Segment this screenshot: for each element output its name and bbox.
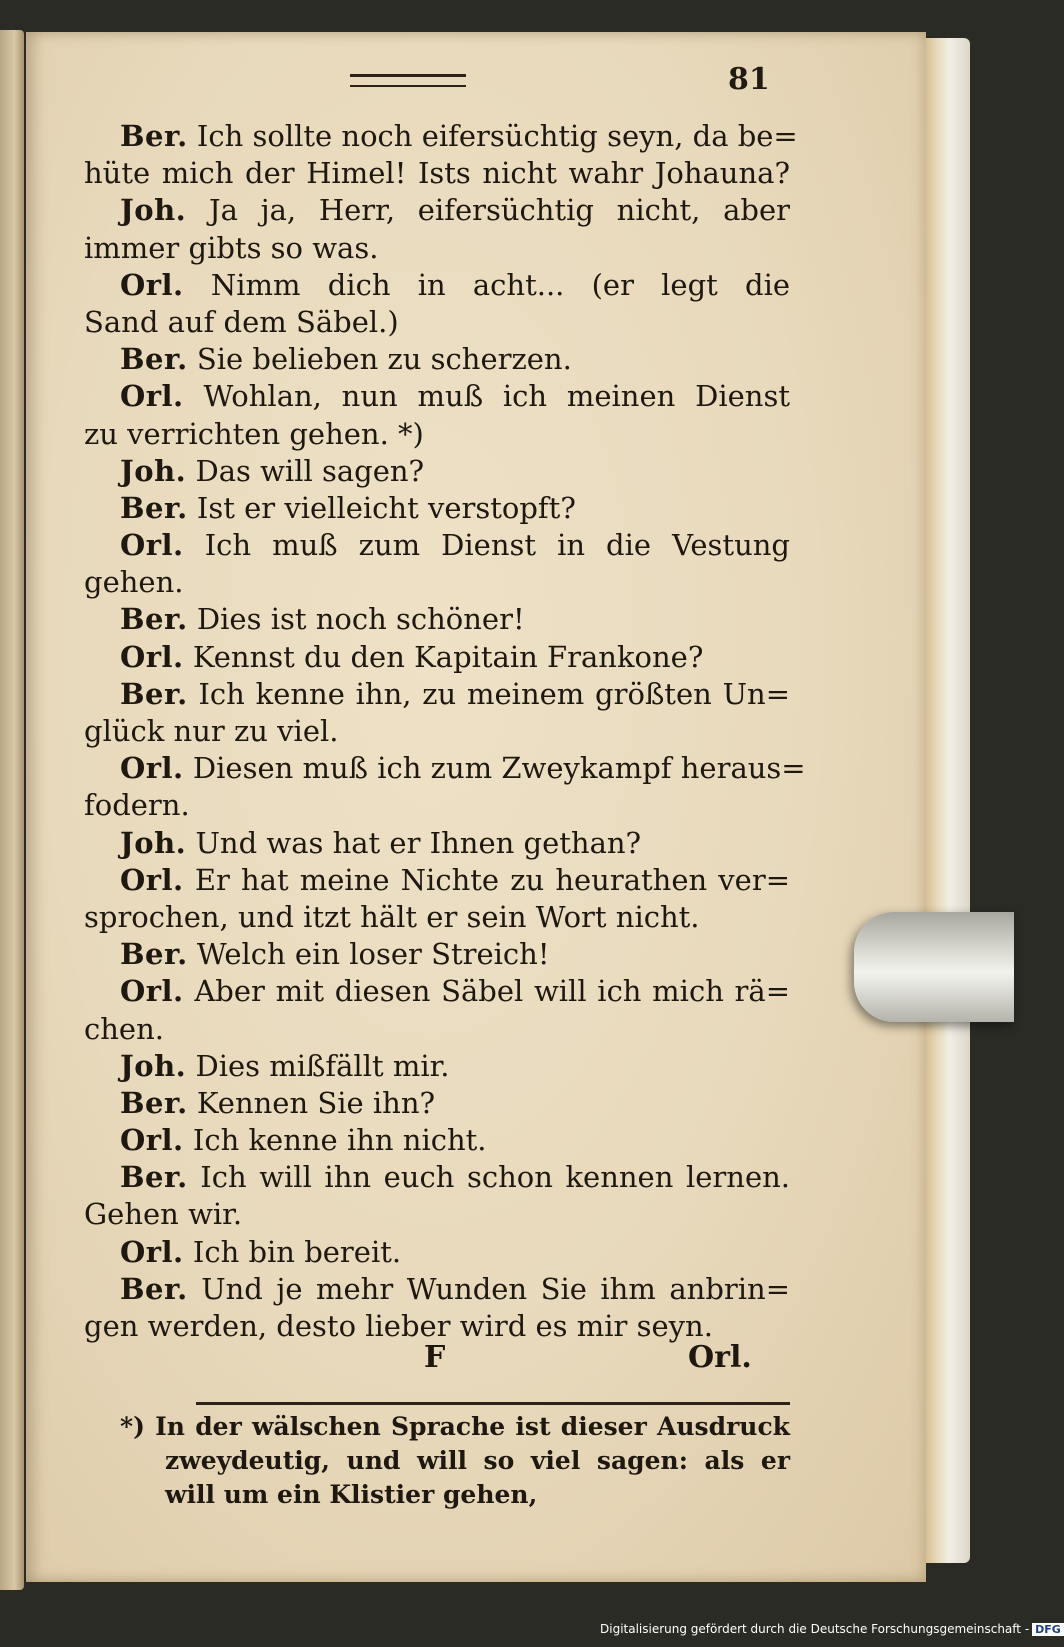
line-text: Ich bin bereit. (192, 1234, 402, 1269)
dfg-logo: DFG (1032, 1623, 1064, 1636)
line-text: Dies ist noch schöner! (196, 602, 525, 637)
footnote (120, 1410, 790, 1512)
text-line (84, 564, 790, 601)
text-line (84, 1271, 790, 1308)
text-line (84, 936, 790, 973)
page-number: 81 (728, 62, 770, 97)
line-text: zu verrichten gehen. *) (84, 416, 424, 451)
text-line (84, 192, 790, 229)
text-line (84, 862, 790, 899)
speaker-name: Orl. (120, 639, 184, 674)
footnote-line: zweydeutig, und will so viel sagen: als er (165, 1446, 790, 1475)
clip-bookmark (854, 912, 1014, 1022)
text-line (84, 341, 790, 378)
line-text: Ich will ihn euch schon kennen lernen. (200, 1160, 791, 1195)
text-line (84, 676, 790, 713)
line-text: Ich sollte noch eifersüchtig seyn, da be= (196, 119, 798, 153)
text-line (84, 155, 790, 192)
text-line (84, 787, 790, 824)
line-text: glück nur zu viel. (84, 714, 339, 748)
digitization-credit (600, 1622, 1061, 1644)
line-text: Kennst du den Kapitain Frankone? (192, 639, 704, 674)
text-line (84, 601, 790, 638)
text-line (84, 1122, 790, 1159)
line-text: Dies mißfällt mir. (195, 1048, 450, 1083)
text-line (84, 973, 790, 1010)
text-line (84, 1085, 790, 1122)
text-line (84, 118, 798, 155)
line-text: gehen. (84, 565, 184, 600)
credit-text: Digitalisierung gefördert durch die Deutsche Forschungsgemeinschaft - (600, 1622, 1030, 1636)
line-text: Und was hat er Ihnen gethan? (195, 825, 642, 860)
text-line (84, 416, 790, 453)
speaker-name: Ber. (120, 342, 188, 377)
speaker-name: Orl. (120, 751, 184, 786)
speaker-name: Orl. (120, 267, 184, 302)
line-text: hüte mich der Himel! Ists nicht wahr Johauna? (84, 156, 790, 191)
text-line (84, 1048, 790, 1085)
line-text: Sie belieben zu scherzen. (196, 342, 572, 377)
line-text: chen. (84, 1011, 164, 1046)
text-line (84, 899, 790, 936)
speaker-name: Joh. (120, 825, 187, 860)
line-text: Nimm dich in acht... (er legt die (210, 267, 791, 302)
speaker-name: Joh. (120, 193, 187, 228)
speaker-name: Ber. (120, 119, 188, 153)
line-text: Das will sagen? (195, 453, 425, 488)
speaker-name: Ber. (120, 676, 188, 711)
speaker-name: Orl. (120, 379, 184, 414)
speaker-name: Joh. (120, 453, 187, 488)
line-text: Ist er vielleicht verstopft? (196, 490, 576, 525)
text-line (84, 304, 790, 341)
speaker-name: Orl. (120, 974, 184, 1009)
speaker-name: Orl. (120, 1123, 184, 1158)
line-text: Er hat meine Nichte zu heurathen ver= (194, 862, 791, 897)
speaker-name: Ber. (120, 602, 188, 637)
line-text: Diesen muß ich zum Zweykampf heraus= (192, 751, 806, 786)
line-text: Sand auf dem Säbel.) (84, 304, 399, 339)
dialogue-text (84, 118, 806, 1345)
signature-mark: F (424, 1340, 446, 1375)
line-text: Wohlan, nun muß ich meinen Dienst (203, 379, 790, 414)
page-footer (84, 1340, 790, 1380)
speaker-name: Ber. (120, 1160, 188, 1195)
footnote-line: *) In der wälschen Sprache ist dieser Ausdruck (120, 1412, 790, 1441)
line-text: sprochen, und itzt hält er sein Wort nicht. (84, 899, 700, 934)
line-text: Gehen wir. (84, 1197, 243, 1232)
text-line (84, 1011, 790, 1048)
footnote-rule (196, 1402, 790, 1405)
line-text: Welch ein loser Streich! (196, 937, 550, 972)
line-text: Kennen Sie ihn? (196, 1085, 436, 1120)
speaker-name: Ber. (120, 490, 188, 525)
line-text: immer gibts so was. (84, 230, 379, 265)
line-text: Ich muß zum Dienst in die Vestung (204, 528, 790, 563)
line-text: Aber mit diesen Säbel will ich mich rä= (194, 974, 791, 1009)
speaker-name: Joh. (120, 1048, 187, 1083)
speaker-name: Ber. (120, 937, 188, 972)
speaker-name: Orl. (120, 528, 184, 563)
text-line (84, 1196, 790, 1233)
text-line (84, 1234, 790, 1271)
text-line (84, 267, 790, 304)
line-text: fodern. (84, 788, 190, 823)
text-line (84, 825, 790, 862)
catchword: Orl. (688, 1340, 752, 1375)
text-line (84, 378, 790, 415)
speaker-name: Orl. (120, 1234, 184, 1269)
left-page-edge (0, 30, 24, 1590)
text-line (84, 490, 790, 527)
text-line (84, 713, 790, 750)
speaker-name: Ber. (120, 1271, 188, 1306)
header-rule (350, 74, 466, 87)
text-line (84, 750, 806, 787)
text-line (84, 453, 790, 490)
line-text: gen werden, desto lieber wird es mir seyn. (84, 1309, 713, 1343)
footnote-line: will um ein Klistier gehen, (165, 1480, 538, 1509)
speaker-name: Ber. (120, 1085, 188, 1120)
line-text: Ich kenne ihn, zu meinem größten Un= (198, 676, 790, 711)
line-text: Und je mehr Wunden Sie ihm anbrin= (201, 1271, 790, 1306)
text-line (84, 1159, 790, 1196)
text-line (84, 639, 790, 676)
text-line (84, 230, 790, 267)
speaker-name: Orl. (120, 862, 184, 897)
line-text: Ja ja, Herr, eifersüchtig nicht, aber (208, 193, 791, 228)
text-line (84, 527, 790, 564)
line-text: Ich kenne ihn nicht. (192, 1123, 487, 1158)
